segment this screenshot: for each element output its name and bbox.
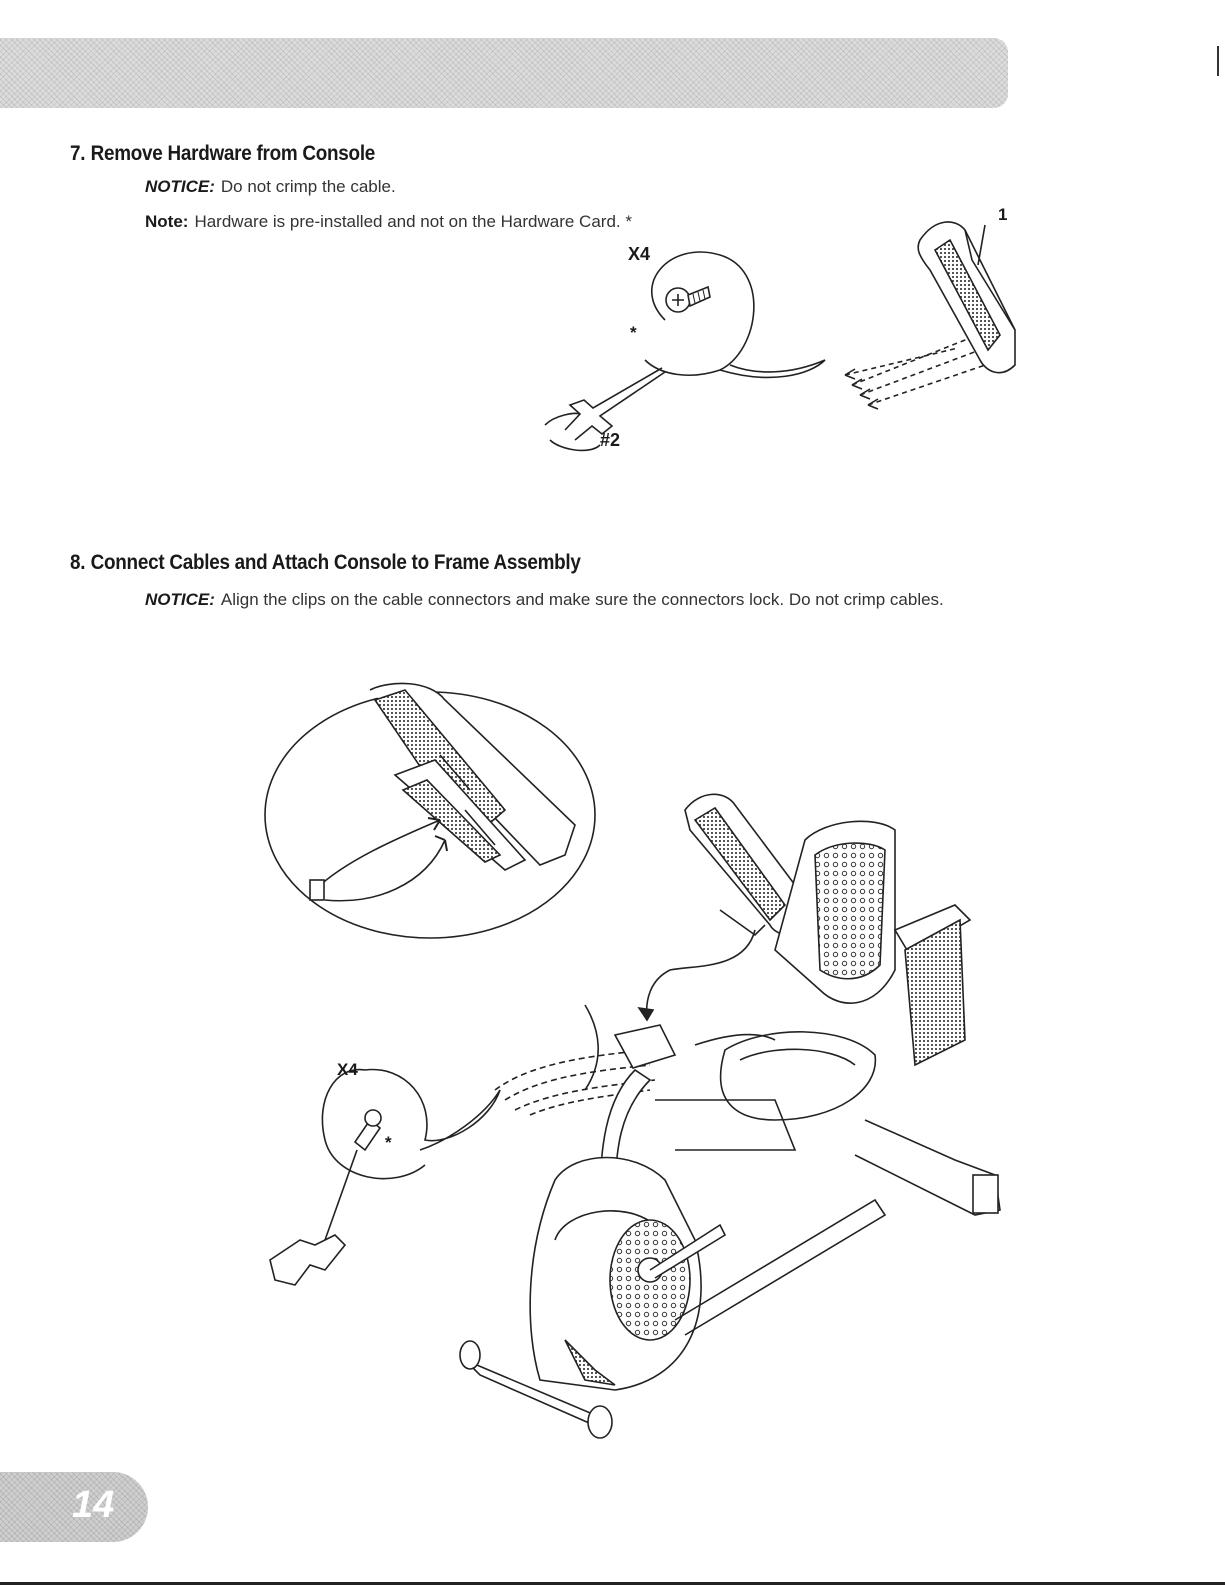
- notice-text: Align the clips on the cable connectors and make sure the connectors lock. Do not crimp cables.: [220, 590, 944, 609]
- step-8-title: Connect Cables and Attach Console to Frame Assembly: [90, 551, 581, 574]
- notice-label: NOTICE:: [145, 590, 215, 609]
- right-edge-rule: [1217, 46, 1219, 76]
- asterisk-mark: *: [630, 323, 637, 342]
- page-number: 14: [72, 1484, 115, 1526]
- notice-text: Do not crimp the cable.: [220, 177, 396, 196]
- quantity-label: X4: [628, 244, 651, 264]
- step-8-heading: [70, 551, 581, 575]
- header-band: [0, 38, 1008, 108]
- quantity-label: X4: [337, 1060, 358, 1079]
- note-text: Hardware is pre-installed and not on the Hardware Card. *: [194, 212, 632, 231]
- step-7-notice: [145, 177, 396, 197]
- tool-label: #2: [600, 430, 621, 450]
- notice-label: NOTICE:: [145, 177, 215, 196]
- step-8-figure: [255, 680, 1025, 1440]
- callout-number: 1: [998, 205, 1008, 224]
- note-label: Note:: [145, 212, 189, 231]
- step-7-number: 7.: [70, 142, 86, 165]
- step-8-number: 8.: [70, 551, 86, 574]
- step-8-notice: [145, 590, 944, 610]
- step-7-figure: [480, 200, 1060, 480]
- step-7-heading: [70, 142, 375, 166]
- asterisk-mark: *: [385, 1133, 392, 1152]
- step-7-title: Remove Hardware from Console: [90, 142, 376, 165]
